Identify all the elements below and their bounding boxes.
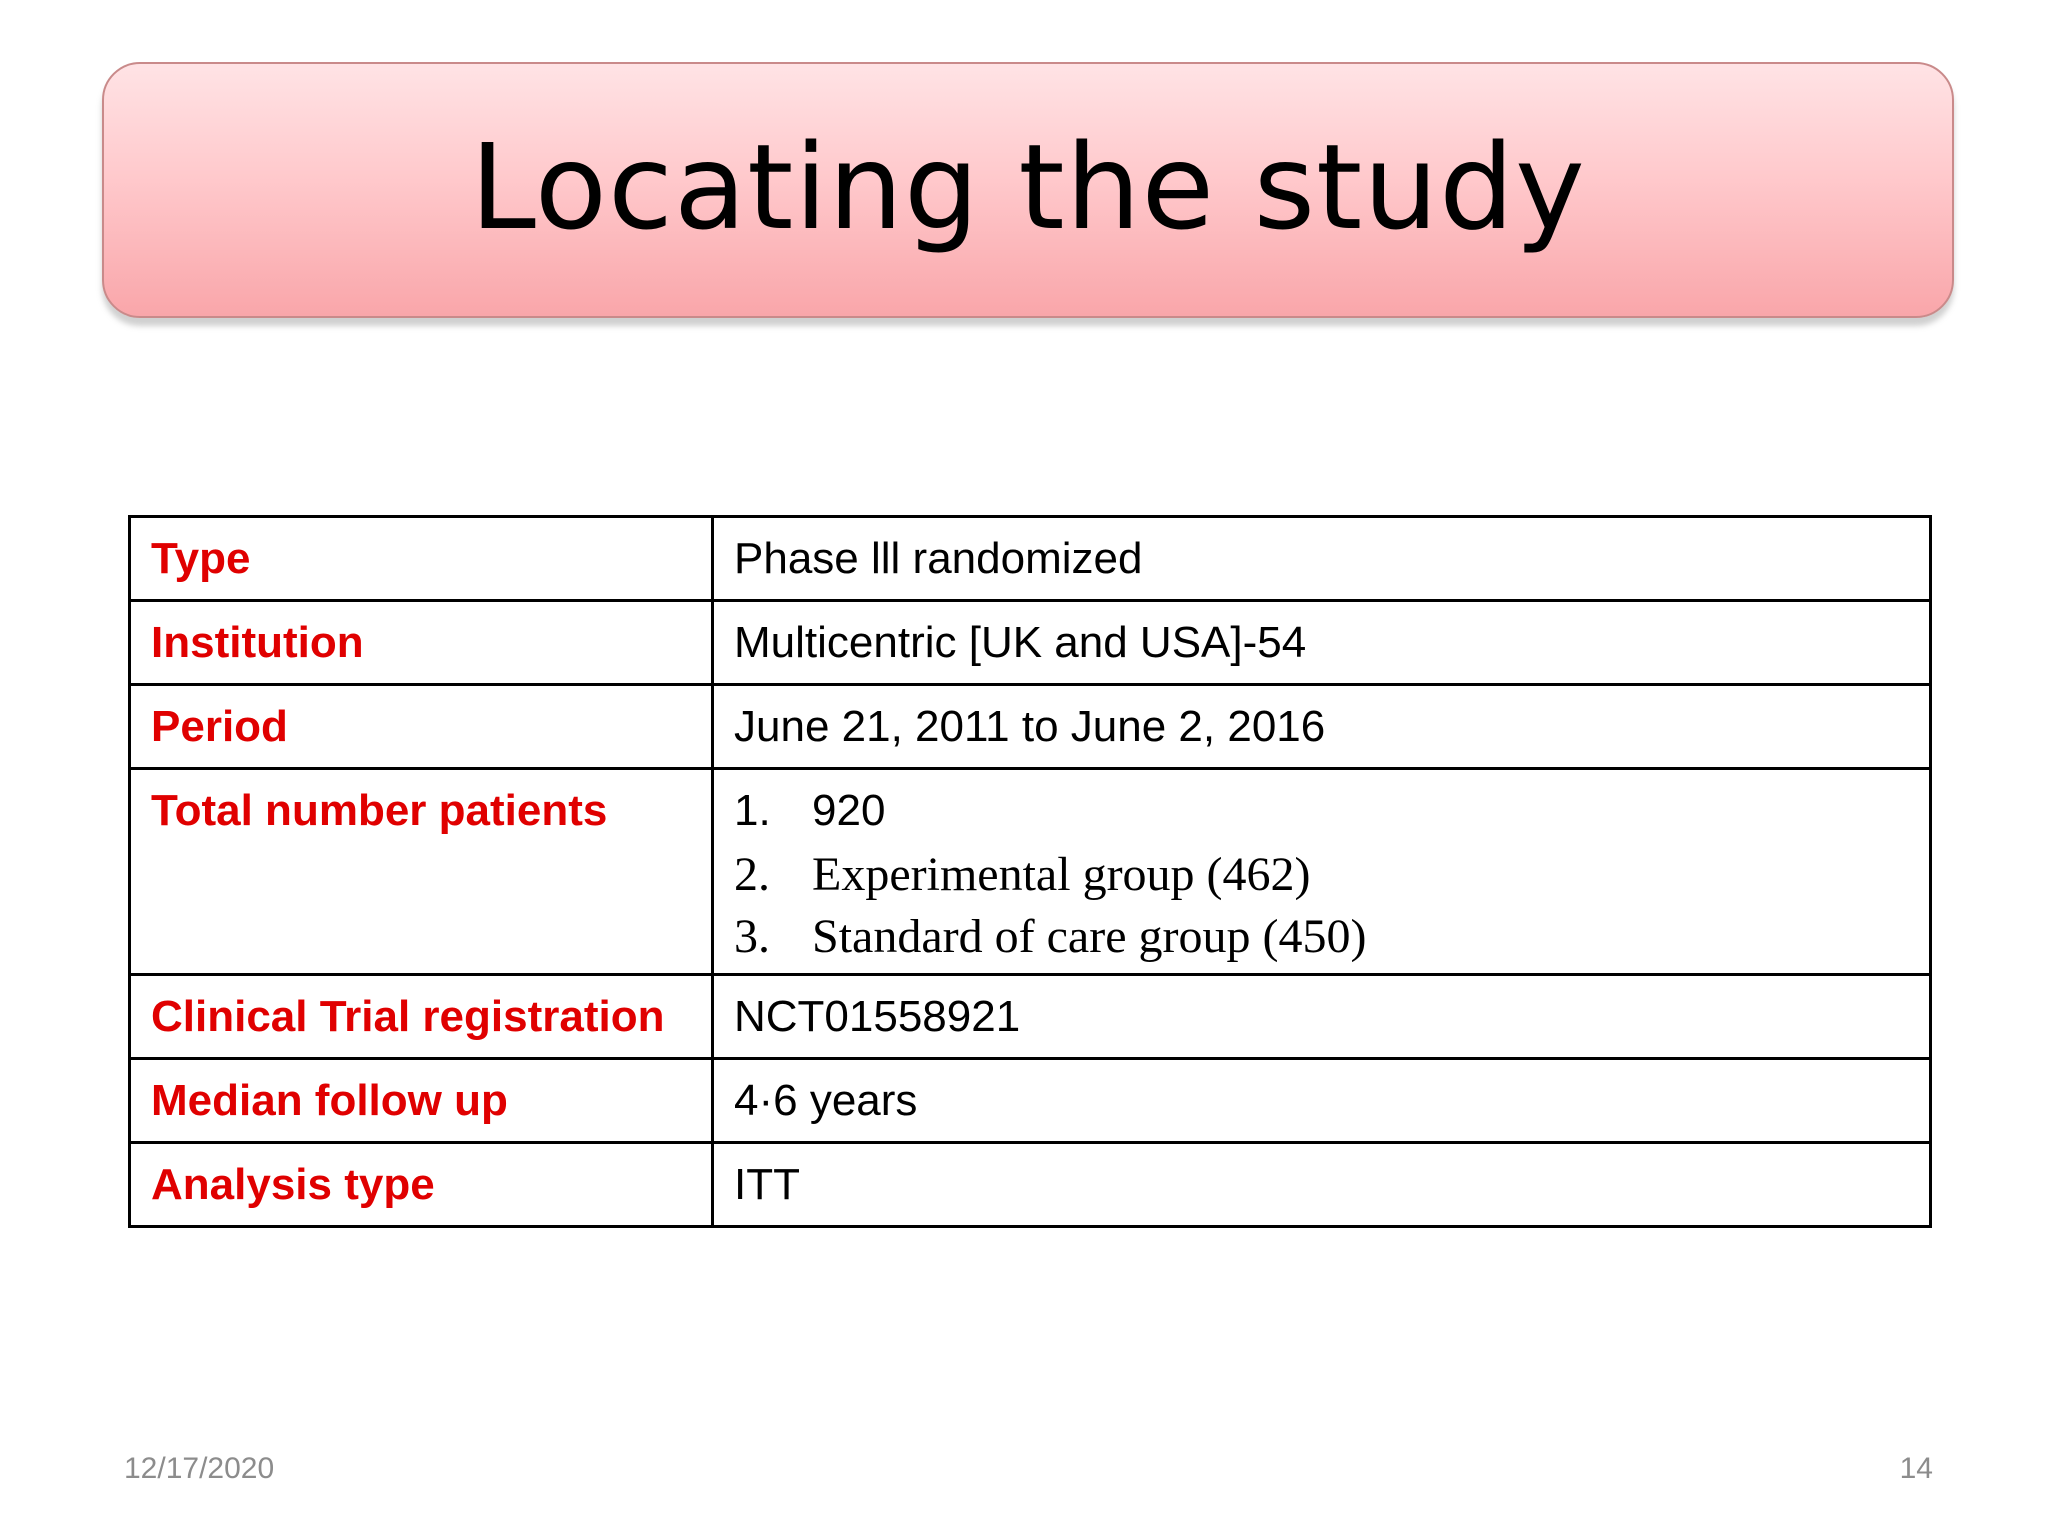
row-label-cell bbox=[130, 975, 713, 1059]
row-value-cell bbox=[713, 769, 1931, 975]
row-value-cell bbox=[713, 601, 1931, 685]
table-row-registration bbox=[130, 975, 1931, 1059]
table-row-follow-up bbox=[130, 1059, 1931, 1143]
table-row-institution bbox=[130, 601, 1931, 685]
row-value-cell bbox=[713, 685, 1931, 769]
list-item-number: 3. bbox=[734, 910, 770, 963]
study-info-table bbox=[128, 515, 1932, 1228]
row-value: Phase lll randomized bbox=[734, 534, 1143, 583]
row-label-cell bbox=[130, 1143, 713, 1227]
list-item-number: 2. bbox=[734, 848, 770, 901]
table-row-total-patients bbox=[130, 769, 1931, 975]
list-item-text: 920 bbox=[812, 786, 886, 835]
row-value: ITT bbox=[734, 1160, 800, 1209]
row-value: June 21, 2011 to June 2, 2016 bbox=[734, 702, 1326, 751]
row-value-cell bbox=[713, 1143, 1931, 1227]
page-number: 14 bbox=[1899, 1452, 1933, 1485]
row-value-cell bbox=[713, 975, 1931, 1059]
footer-date: 12/17/2020 bbox=[124, 1452, 275, 1485]
row-label-cell bbox=[130, 769, 713, 975]
list-item-number: 1. bbox=[734, 786, 771, 835]
row-label-cell bbox=[130, 685, 713, 769]
row-label-cell bbox=[130, 1059, 713, 1143]
row-label: Type bbox=[151, 534, 251, 583]
list-item bbox=[734, 784, 1909, 838]
table-row-period bbox=[130, 685, 1931, 769]
list-item bbox=[734, 844, 1909, 906]
list-item bbox=[734, 906, 1909, 968]
row-label: Clinical Trial registration bbox=[151, 992, 665, 1041]
row-value-cell bbox=[713, 517, 1931, 601]
list-item-text: Experimental group (462) bbox=[812, 848, 1311, 901]
row-label: Period bbox=[151, 702, 288, 751]
row-value: NCT01558921 bbox=[734, 992, 1021, 1041]
title-banner bbox=[102, 62, 1954, 318]
table-row-analysis-type bbox=[130, 1143, 1931, 1227]
slide-title: Locating the study bbox=[470, 118, 1586, 256]
row-value-cell bbox=[713, 1059, 1931, 1143]
row-label: Total number patients bbox=[151, 786, 608, 835]
row-label: Institution bbox=[151, 618, 364, 667]
patients-list bbox=[734, 784, 1909, 968]
row-label-cell bbox=[130, 601, 713, 685]
row-label: Analysis type bbox=[151, 1160, 435, 1209]
row-value: Multicentric [UK and USA]-54 bbox=[734, 618, 1307, 667]
row-label: Median follow up bbox=[151, 1076, 508, 1125]
row-value: 4·6 years bbox=[734, 1076, 918, 1125]
row-label-cell bbox=[130, 517, 713, 601]
table-row-type bbox=[130, 517, 1931, 601]
list-item-text: Standard of care group (450) bbox=[812, 910, 1367, 963]
